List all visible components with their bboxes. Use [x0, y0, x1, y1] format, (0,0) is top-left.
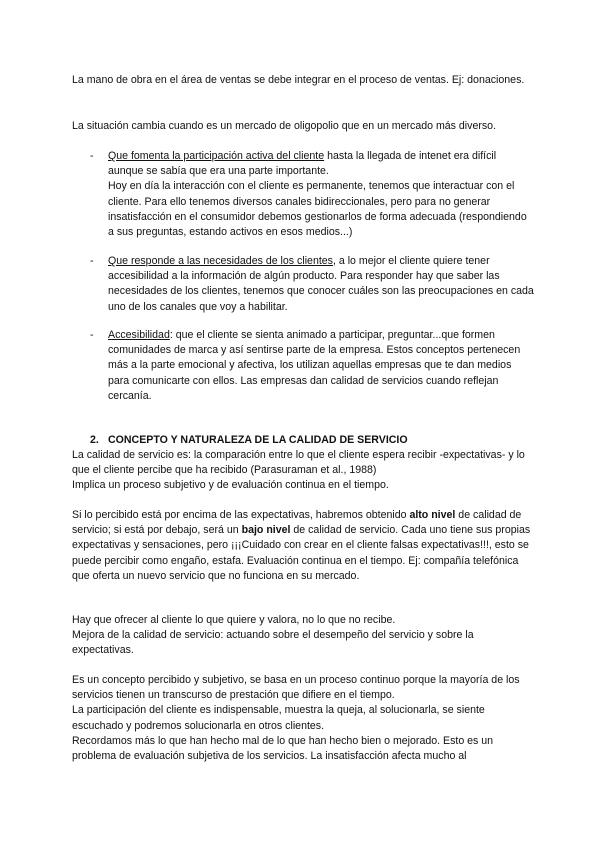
- paragraph-improvement: Mejora de la calidad de servicio: actuando sobre el desempeño del servicio y sobre la expectativas.: [72, 629, 474, 657]
- paragraph-offer: Hay que ofrecer al cliente lo que quiere y valora, no lo que no recibe.: [72, 614, 396, 626]
- bullet-item-accessibility: [108, 328, 534, 404]
- bullet-term-accessibility: Accesibilidad: [108, 329, 170, 341]
- section-number: 2.: [90, 434, 99, 446]
- paragraph-subjective: Implica un proceso subjetivo y de evaluación continua en el tiempo.: [72, 479, 389, 492]
- bullet-extra-participation: Hoy en día la interacción con el cliente es permanente, tenemos que interactuar con el cliente. Para ello tenemos diversos canales bidireccionales, pero para no generar insatisfacción en el consumidor debemos gestionarlos de forma adecuada (respondiendo a sus preguntas, estando activos en esos medios...): [108, 180, 527, 239]
- section-heading: [90, 433, 408, 448]
- bullet-text-needs: , a lo mejor el cliente quiere tener accesibilidad a la información de algún producto. Para responder hay que saber las necesidades de los clientes, tenemos que conocer cuáles son las preocupaciones en cada uno de los canales que voy a habilitar.: [108, 255, 534, 313]
- bullet-text-accessibility: : que el cliente se sienta animado a participar, preguntar...que formen comunidades de marca y así sentirse parte de la empresa. Estos conceptos pertenecen más a la parte emocional y afectiva, los utilizan aquellas empresas que te dan medios para comunicarte con ellos. Las empresas dan calidad de servicios cuando reflejan cercanía.: [108, 329, 521, 402]
- bullet-term-needs: Que responde a las necesidades de los clientes: [108, 255, 333, 267]
- bullet-term-participation: Que fomenta la participación activa del cliente: [108, 150, 325, 162]
- levels-bold-low: bajo nivel: [241, 524, 291, 537]
- levels-bold-high: alto nivel: [409, 509, 456, 521]
- paragraph-levels: [72, 508, 534, 584]
- levels-text-2: de calidad de servicio; si está por debajo, será un: [72, 509, 522, 537]
- paragraph-concept: Es un concepto percibido y subjetivo, se basa en un proceso continuo porque la mayoría de los servicios tienen un transcurso de prestación que difiere en el tiempo.: [72, 674, 520, 702]
- levels-text-1: Si lo percibido está por encima de las expectativas, habremos obtenido: [72, 509, 410, 521]
- paragraph-oligopoly: La situación cambia cuando es un mercado de oligopolio que en un mercado más diverso.: [72, 120, 497, 132]
- paragraph-definition: La calidad de servicio es: la comparación entre lo que el cliente espera recibir -expectativas- y lo que el cliente percibe que ha recibido (Parasuraman et al., 1988): [72, 449, 525, 477]
- bullet-marker-1: -: [90, 150, 94, 162]
- concept-block: [72, 673, 534, 764]
- bullet-item-participation: [108, 149, 534, 240]
- paragraph-labour: La mano de obra en el área de ventas se debe integrar en el proceso de ventas. Ej: donaciones.: [72, 74, 525, 86]
- bullet-item-needs: [108, 254, 534, 315]
- levels-text-3: de calidad de servicio. Cada uno tiene sus propias expectativas y sensaciones, pero ¡¡¡Cuidado con crear en el cliente falsas expectativas!!!, esto se puede percibir como engaño, estafa. Evaluación continua en el tiempo. Ej: compañía telefónica que oferta un nuevo servicio que no funciona en su mercado.: [72, 524, 531, 582]
- definition-block: [72, 448, 534, 494]
- bullet-marker-3: -: [90, 329, 94, 341]
- offer-block: [72, 613, 534, 659]
- paragraph-memory: Recordamos más lo que han hecho mal de lo que han hecho bien o mejorado. Esto es un problema de evaluación subjetiva de los servicios. La insatisfacción afecta mucho al: [72, 734, 494, 763]
- section-title: CONCEPTO Y NATURALEZA DE LA CALIDAD DE SERVICIO: [108, 434, 408, 446]
- bullet-text-participation: hasta la llegada de intenet era difícil aunque se sabía que era una parte importante.: [108, 150, 497, 178]
- paragraph-participation: La participación del cliente es indispensable, muestra la queja, al solucionarla, se siente escuchado y podremos solucionarla en otros clientes.: [72, 704, 485, 732]
- bullet-marker-2: -: [90, 255, 94, 267]
